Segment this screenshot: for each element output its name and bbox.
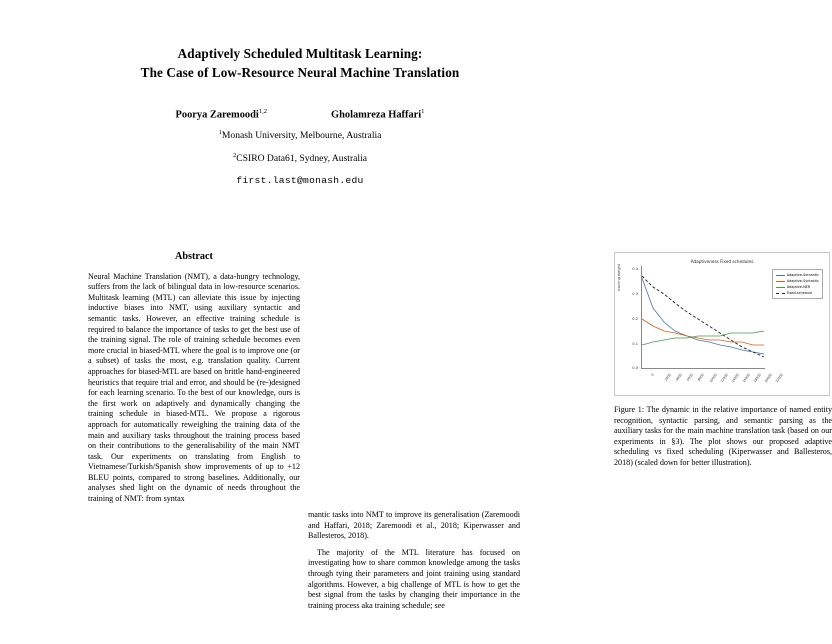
- legend-swatch-semantic: [776, 275, 785, 276]
- figure-caption-text: The dynamic in the relative importance of named entity recognition, syntactic parsing, and semantic parsing as the auxiliary tasks for the main machine translation task (based on our experiments in §3). The plot shows our proposed adaptive scheduling vs fixed scheduling (Kiperwasser and Ballesteros, 2018) (scaled down for better illustration).: [614, 405, 832, 467]
- right-paragraph-1: mantic tasks into NMT to improve its generalisation (Zaremoodi and Haffari, 2018; Zaremoodi et al., 2018; Kiperwasser and Ballesteros, 2018).: [308, 510, 520, 541]
- page-title-line-1: Adaptively Scheduled Multitask Learning:: [177, 46, 423, 61]
- chart-ylabel: training weight: [617, 263, 621, 291]
- author-names: [62, 108, 538, 120]
- author-block: [62, 108, 538, 186]
- chart-ytick-2: 0.2: [632, 317, 638, 321]
- contact-email[interactable]: first.last@monash.edu: [236, 174, 364, 186]
- chart-ytick-1: 0.3: [632, 292, 638, 296]
- legend-label-fixed: Fixed-schedule: [786, 291, 813, 295]
- chart-ytick-4: 0.0: [632, 366, 638, 370]
- chart-xtick-9: 18000: [752, 372, 762, 384]
- left-column: [88, 252, 300, 505]
- chart-series-svg: [642, 266, 766, 369]
- chart-ytick-3: 0.1: [632, 342, 638, 346]
- chart-legend: [772, 269, 823, 299]
- legend-swatch-syntactic: [776, 281, 785, 282]
- affiliation-2-marker: 2: [232, 152, 237, 160]
- right-column-body: [308, 510, 520, 611]
- chart-xtick-8: 16000: [741, 372, 751, 384]
- legend-item-fixed-schedule: [776, 290, 819, 296]
- body-columns: [0, 251, 832, 644]
- chart-plot-area: [641, 266, 765, 369]
- series-fixed-schedule: [642, 276, 764, 357]
- chart-ytick-0: 0.4: [632, 267, 638, 271]
- chart-xtick-0: 0: [650, 372, 655, 377]
- author-1-affil-marker: 1,2: [258, 108, 268, 115]
- abstract-text: Neural Machine Translation (NMT), a data-hungry technology, suffers from the lack of bilingual data in low-resource scenarios. Multitask learning (MTL) can alleviate this issue by injecting inductive biases into NMT, using auxiliary syntactic and semantic tasks. However, an effective training schedule is required to balance the importance of tasks to get the best use of the training signal. The role of training schedule becomes even more crucial in biased-MTL where the goal is to improve one (or a subset) of tasks the most, e.g. translation quality. Current approaches for biased-MTL are based on brittle hand-engineered heuristics that require trial and error, and should be (re-)designed for each learning scenario. To the best of our knowledge, ours is the first work on adaptively and dynamically changing the training schedule in biased-MTL. We propose a rigorous approach for automatically reweighing the training data of the main and auxiliary tasks throughout the training process based on their contributions to the generalisability of the main NMT task. Our experiments on translating from English to Vietnamese/Turkish/Spanish show improvements of up to +12 BLEU points, compared to strong baselines. Additionally, our analyses shed light on the dynamic of needs throughout the training of NMT: from syntax: [88, 271, 300, 504]
- chart-xtick-7: 14000: [730, 372, 740, 384]
- legend-swatch-fixed: [776, 293, 785, 294]
- legend-label-ner: Adaptive-NER: [786, 285, 811, 289]
- chart-xtick-1: 2000: [663, 372, 672, 382]
- affiliation-2: $^2$CSIRO Data61, Sydney, Australia: [232, 152, 368, 165]
- chart-title: Adaptiveness Fixed schedules: [690, 259, 754, 264]
- chart-xtick-5: 10000: [708, 372, 718, 384]
- page-title-line-2: The Case of Low-Resource Neural Machine Translation: [140, 65, 460, 80]
- legend-label-semantic: Adaptive-Semantic: [786, 273, 819, 277]
- affiliation-1-marker: 1: [218, 129, 222, 137]
- chart-xtick-10: 20000: [763, 372, 773, 384]
- figure-1: [614, 252, 832, 469]
- chart-xtick-6: 12000: [719, 372, 729, 384]
- right-paragraph-2: The majority of the MTL literature has focused on investigating how to share common knowledge among the tasks through tying their parameters and joint training using standard algorithms. However, a big challenge of MTL is how to get the best signal from the tasks by changing their importance in the training process aka training schedule; see: [308, 547, 520, 610]
- legend-label-syntactic: Adaptive-Syntactic: [786, 279, 819, 283]
- figure-caption-label: Figure 1:: [614, 405, 645, 414]
- chart-xtick-2: 4000: [674, 372, 683, 382]
- chart-xtick-3: 6000: [685, 372, 694, 382]
- figure-caption: [614, 405, 832, 469]
- chart-xtick-4: 8000: [696, 372, 705, 382]
- chart-xtick-11: 22000: [774, 372, 784, 384]
- chart-adaptive-schedules: [614, 252, 830, 396]
- affiliation-1: $^1$Monash University, Melbourne, Australia: [218, 129, 382, 142]
- author-1: Poorya Zaremoodi$^{1,2}$: [175, 108, 268, 121]
- paper-page: [0, 44, 832, 644]
- title-block: [62, 44, 538, 186]
- abstract-heading: Abstract: [175, 251, 213, 262]
- right-column: [308, 252, 832, 611]
- author-2-affil-marker: 1: [421, 108, 425, 115]
- legend-swatch-ner: [776, 287, 785, 288]
- author-2: Gholamreza Haffari$^1$: [331, 108, 425, 121]
